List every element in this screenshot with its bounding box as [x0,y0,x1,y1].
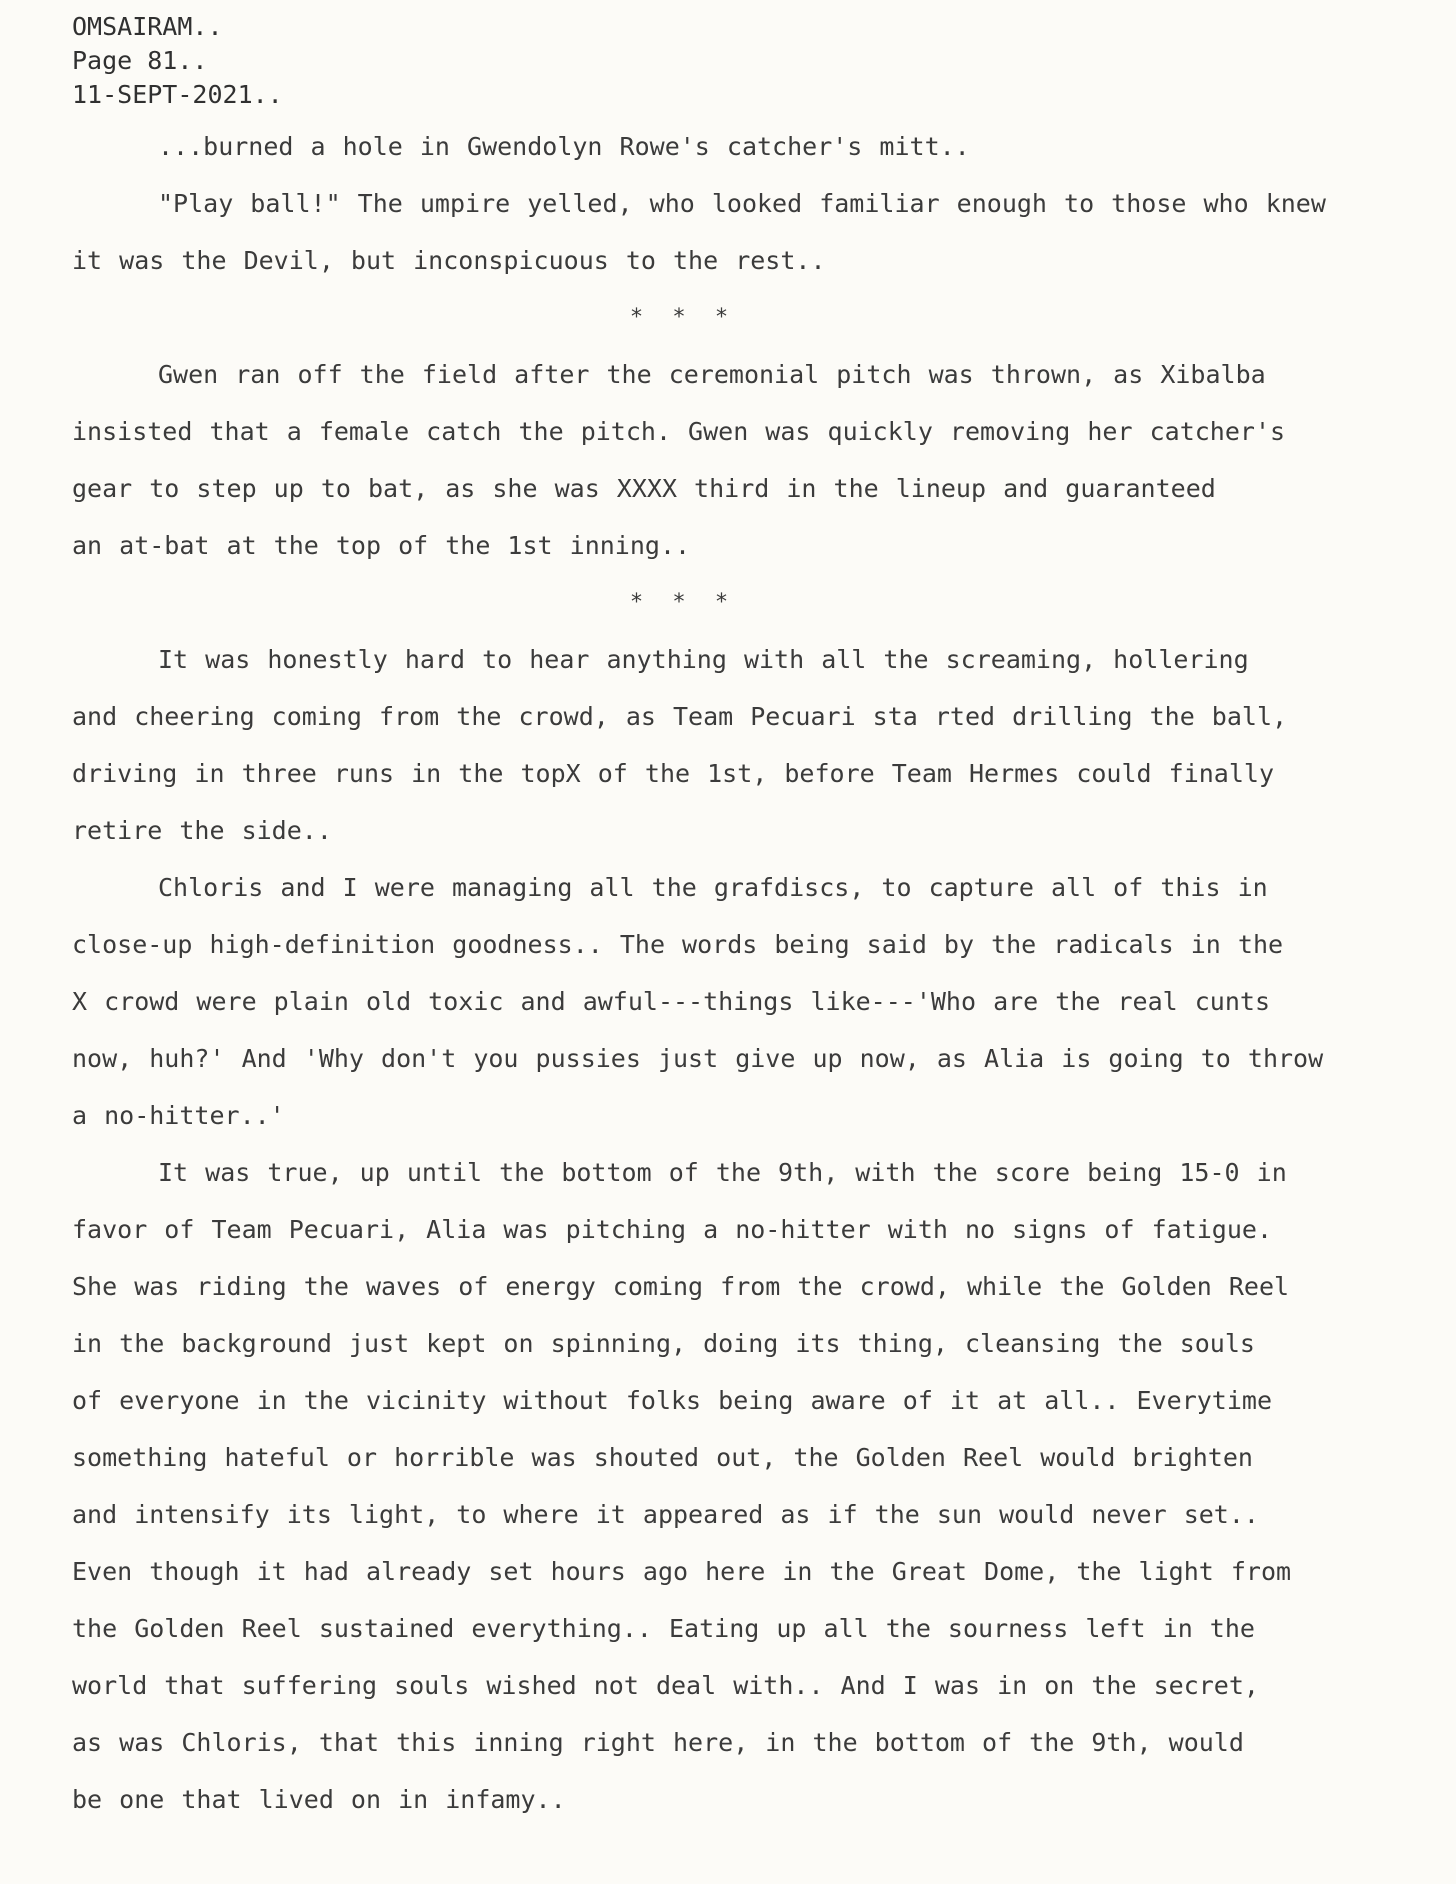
text-line: close-up high-definition goodness.. The words being said by the radicals in the [72,930,1284,959]
text-line: something hateful or horrible was shouted out, the Golden Reel would brighten [72,1443,1253,1472]
text-line: Gwen ran off the field after the ceremonial pitch was thrown, as Xibalba [158,360,1266,389]
page-header [72,10,283,112]
text-line: it was the Devil, but inconspicuous to the rest.. [72,246,826,275]
text-line: X crowd were plain old toxic and awful---things like---'Who are the real cunts [72,987,1270,1016]
text-line: a no-hitter..' [72,1101,285,1130]
header-page-number: Page 81.. [72,46,208,75]
section-separator: * * * [629,590,737,615]
text-line: be one that lived on in infamy.. [72,1785,566,1814]
text-line: in the background just kept on spinning, doing its thing, cleansing the souls [72,1329,1255,1358]
text-line: She was riding the waves of energy coming from the crowd, while the Golden Reel [72,1272,1290,1301]
text-line: It was honestly hard to hear anything with all the screaming, hollering [158,645,1249,674]
text-line: and intensify its light, to where it appeared as if the sun would never set.. [72,1500,1259,1529]
text-line: It was true, up until the bottom of the 9th, with the score being 15-0 in [158,1158,1287,1187]
header-invocation: OMSAIRAM.. [72,12,223,41]
text-line: an at-bat at the top of the 1st inning.. [72,531,691,560]
paragraph-5 [72,859,1444,1144]
text-line: ...burned a hole in Gwendolyn Rowe's catcher's mitt.. [158,132,970,161]
paragraph-2 [72,175,1444,289]
paragraph-3 [72,346,1444,574]
text-line: Chloris and I were managing all the grafdiscs, to capture all of this in [158,873,1268,902]
text-line: of everyone in the vicinity without folks being aware of it at all.. Everytime [72,1386,1272,1415]
paragraph-1 [72,118,1444,175]
text-line: world that suffering souls wished not deal with.. And I was in on the secret, [72,1671,1259,1700]
header-date: 11-SEPT-2021.. [72,80,283,109]
text-line: the Golden Reel sustained everything.. Eating up all the sourness left in the [72,1614,1255,1643]
text-line: Even though it had already set hours ago here in the Great Dome, the light from [72,1557,1292,1586]
text-line: now, huh?' And 'Why don't you pussies just give up now, as Alia is going to throw [72,1044,1324,1073]
paragraph-6 [72,1144,1444,1828]
page-body [72,118,1444,1828]
text-line: and cheering coming from the crowd, as Team Pecuari sta rted drilling the ball, [72,702,1288,731]
text-line: favor of Team Pecuari, Alia was pitching a no-hitter with no signs of fatigue. [72,1215,1272,1244]
paragraph-4 [72,631,1444,859]
text-line: "Play ball!" The umpire yelled, who looked familiar enough to those who knew [158,189,1326,218]
text-line: gear to step up to bat, as she was XXXX third in the lineup and guaranteed [72,474,1216,503]
text-line: as was Chloris, that this inning right here, in the bottom of the 9th, would [72,1728,1244,1757]
text-line: retire the side.. [72,816,332,845]
section-separator: * * * [629,305,737,330]
text-line: insisted that a female catch the pitch. Gwen was quickly removing her catcher's [72,417,1286,446]
text-line: driving in three runs in the topX of the 1st, before Team Hermes could finally [72,759,1274,788]
